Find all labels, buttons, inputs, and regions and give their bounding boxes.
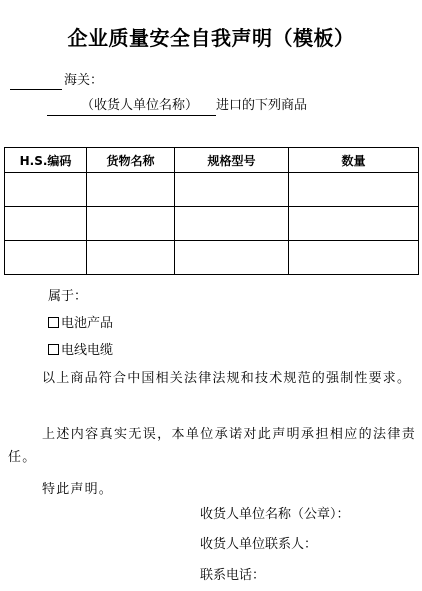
customs-label: 海关：: [64, 73, 104, 88]
table-cell[interactable]: [87, 241, 175, 275]
table-cell[interactable]: [87, 207, 175, 241]
option-battery-products[interactable]: [48, 316, 113, 332]
closing-statement: 特此声明。: [42, 482, 114, 497]
table-cell[interactable]: [175, 173, 289, 207]
document-title: 企业质量安全自我声明（模板）: [67, 26, 355, 50]
belongs-to-label: 属于：: [48, 289, 88, 304]
checkbox-icon[interactable]: [48, 317, 59, 328]
column-header-goods-name: 货物名称: [87, 148, 175, 173]
consignee-name-blank[interactable]: （收货人单位名称）: [47, 98, 216, 116]
column-header-quantity: 数量: [289, 148, 419, 173]
table-row: [5, 207, 419, 241]
column-header-spec-model: 规格型号: [175, 148, 289, 173]
option-label: 电池产品: [61, 316, 114, 331]
table-cell[interactable]: [289, 207, 419, 241]
signature-contact-person: 收货人单位联系人：: [200, 537, 318, 552]
table-cell[interactable]: [175, 241, 289, 275]
checkbox-icon[interactable]: [48, 344, 59, 355]
signature-company-name: 收货人单位名称（公章）：: [200, 507, 350, 522]
signature-phone: 联系电话：: [200, 568, 266, 583]
goods-table: [4, 147, 419, 275]
table-cell[interactable]: [5, 207, 87, 241]
customs-name-blank[interactable]: [10, 89, 62, 90]
table-row: [5, 241, 419, 275]
column-header-hs-code: H.S.编码: [5, 148, 87, 173]
table-cell[interactable]: [5, 241, 87, 275]
import-text: 进口的下列商品: [216, 98, 308, 113]
option-wires-cables[interactable]: [48, 343, 113, 359]
table-cell[interactable]: [289, 241, 419, 275]
table-cell[interactable]: [87, 173, 175, 207]
table-row: [5, 173, 419, 207]
table-cell[interactable]: [289, 173, 419, 207]
table-cell[interactable]: [5, 173, 87, 207]
table-header-row: [5, 148, 419, 173]
liability-statement: 上述内容真实无误，本单位承诺对此声明承担相应的法律责任。: [8, 427, 416, 465]
consignee-line: [47, 98, 307, 116]
table-cell[interactable]: [175, 207, 289, 241]
option-label: 电线电缆: [61, 343, 114, 358]
compliance-statement: 以上商品符合中国相关法律法规和技术规范的强制性要求。: [42, 371, 412, 386]
